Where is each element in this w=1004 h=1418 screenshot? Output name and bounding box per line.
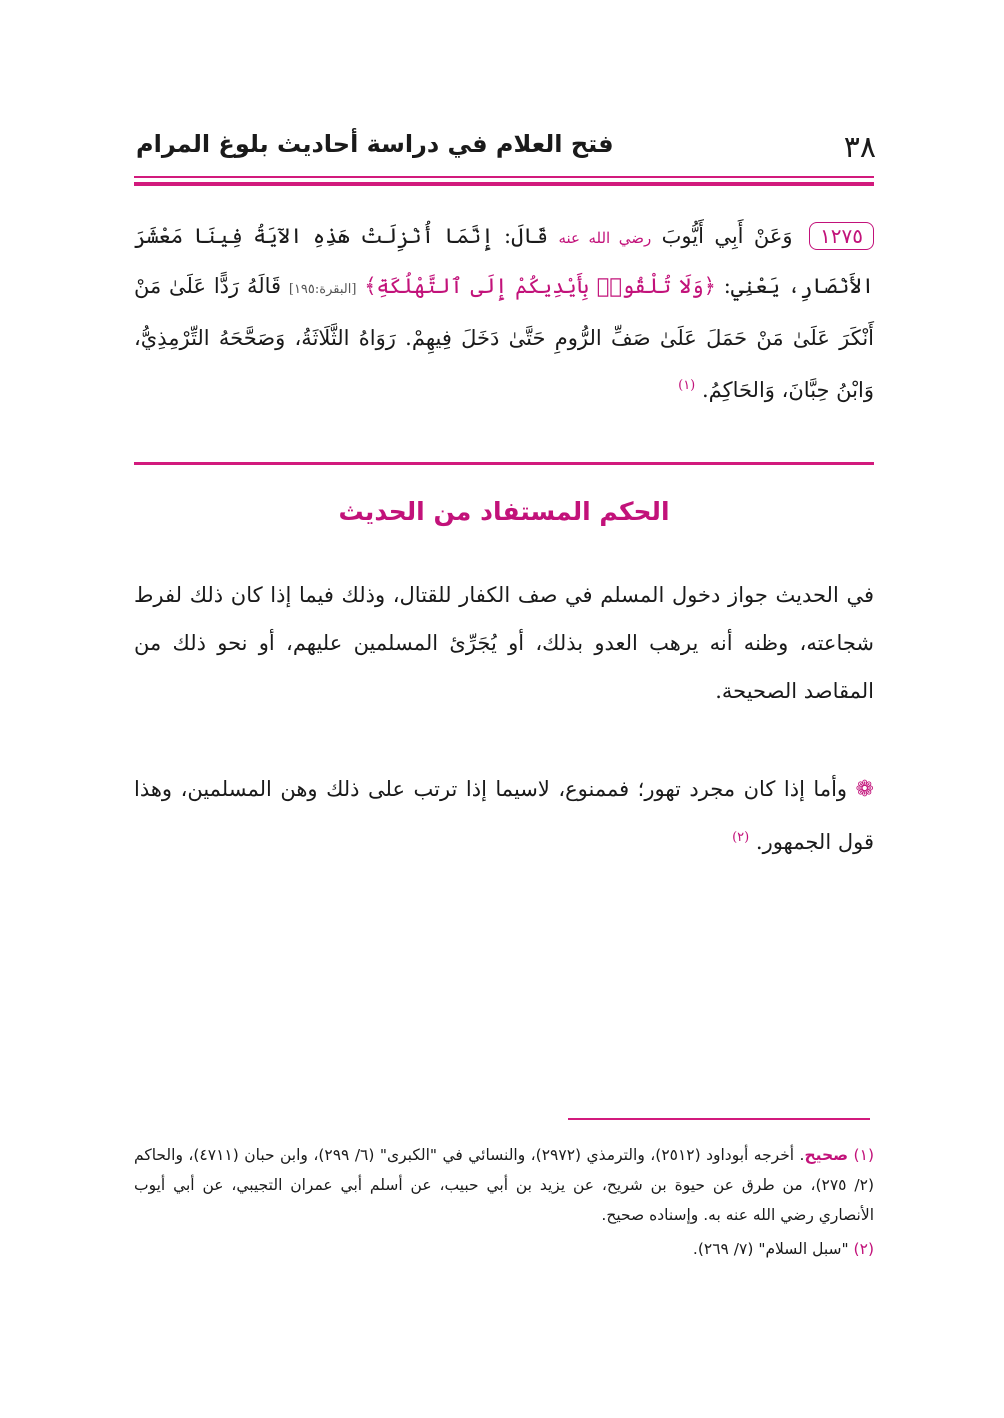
footnote-2 xyxy=(134,1234,874,1264)
paragraph-1: في الحديث جواز دخول المسلم في صف الكفار للقتال، وذلك فيما إذا كان ذلك لفرط شجاعته، وظنه أنه يرهب العدو بذلك، أو يُجَرِّئ المسلمين عليهم، أو نحو ذلك من المقاصد الصحيحة. xyxy=(134,583,874,703)
footnote-1 xyxy=(134,1140,874,1230)
footnote-ref-1[interactable]: (١) xyxy=(678,378,696,393)
hadith-text-1: قَالَ: إِنَّمَا أُنْزِلَتْ هَذِهِ الآيَةُ فِينَا مَعْشَرَ الأَنْصَارِ، يَعْنِي: xyxy=(134,224,874,298)
footnote-1-number: (١) xyxy=(853,1146,874,1164)
book-title: فتح العلام في دراسة أحاديث بلوغ المرام xyxy=(136,130,614,158)
header-rule-top xyxy=(134,176,874,178)
section-title: الحكم المستفاد من الحديث xyxy=(338,497,670,526)
footnote-ref-2[interactable]: (٢) xyxy=(732,830,750,845)
flower-icon: ❁ xyxy=(855,777,874,802)
footnote-2-number: (٢) xyxy=(853,1240,874,1258)
paragraph-2-text: وأما إذا كان مجرد تهور؛ فممنوع، لاسيما إذا ترتب على ذلك وهن المسلمين، وهذا قول الجمهور. xyxy=(134,777,874,854)
hadith-number-badge: ١٢٧٥ xyxy=(809,222,874,250)
page-number: ٣٨ xyxy=(843,130,876,165)
footnotes xyxy=(134,1140,874,1268)
footnote-2-text: "سبل السلام" (٧/ ٢٦٩). xyxy=(692,1240,849,1258)
hadith-text-2: قَالَهُ رَدًّا عَلَىٰ مَنْ أَنْكَرَ عَلَىٰ مَنْ حَمَلَ عَلَىٰ صَفِّ الرُّومِ حَتَّىٰ دَخَلَ فِيهِمْ. رَوَاهُ الثَّلَاثَةُ، وَصَحَّحَهُ التِّرْمِذِيُّ، وَابْنُ حِبَّانَ، وَالحَاكِمُ. xyxy=(134,274,874,402)
quran-verse: ﴿وَلَا تُلْقُوا۟ بِأَيْدِيكُمْ إِلَى ٱلتَّهْلُكَةِ﴾ xyxy=(364,274,716,298)
footnote-1-text: . أخرجه أبوداود (٢٥١٢)، والترمذي (٢٩٧٢)، والنسائي في "الكبرى" (٦/ ٢٩٩)، وابن حبان (٤٧١١)، والحاكم (٢/ ٢٧٥)، من طرق عن حيوة بن شريح، عن يزيد بن أبي حبيب، عن أسلم أبي عمران التجيبي، عن أبي أيوب الأنصاري رضي الله عنه به. وإسناده صحيح. xyxy=(134,1146,874,1224)
honorific-text: رضي الله عنه xyxy=(558,229,652,247)
header-rule-bottom xyxy=(134,182,874,186)
hadith-block xyxy=(134,212,874,414)
section-rule xyxy=(134,462,874,465)
paragraph-2 xyxy=(134,765,874,866)
quran-reference: [البقرة:١٩٥] xyxy=(288,282,357,297)
footnote-1-grade: صحيح xyxy=(804,1146,849,1164)
footnote-rule xyxy=(568,1118,870,1120)
hadith-intro: وَعَنْ أَبِي أَيُّوبَ xyxy=(661,224,793,248)
